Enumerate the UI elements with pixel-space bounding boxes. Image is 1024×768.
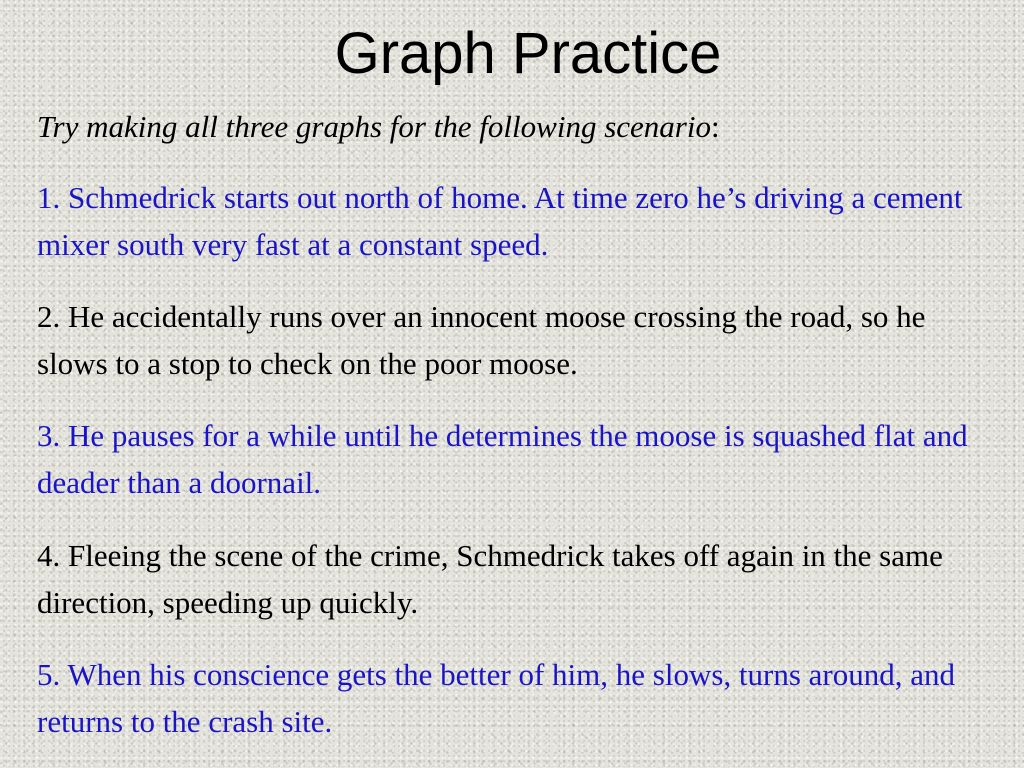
slide-title: Graph Practice bbox=[334, 21, 722, 86]
scenario-step-4: 4. Fleeing the scene of the crime, Schmedrick takes off again in the same direction, speeding up quickly. bbox=[37, 538, 943, 620]
intro-colon: : bbox=[710, 109, 720, 144]
scenario-step-1: 1. Schmedrick starts out north of home. At time zero he’s driving a cement mixer south very fast at a constant speed. bbox=[37, 180, 963, 262]
intro-italic-text: Try making all three graphs for the following scenario bbox=[37, 109, 711, 144]
intro-line bbox=[37, 105, 997, 149]
scenario-step-3: 3. He pauses for a while until he determines the moose is squashed flat and deader than a doornail. bbox=[37, 418, 968, 500]
scenario-step-5: 5. When his conscience gets the better of him, he slows, turns around, and returns to the crash site. bbox=[37, 657, 956, 739]
scenario-step-2: 2. He accidentally runs over an innocent moose crossing the road, so he slows to a stop to check on the poor moose. bbox=[37, 299, 926, 381]
